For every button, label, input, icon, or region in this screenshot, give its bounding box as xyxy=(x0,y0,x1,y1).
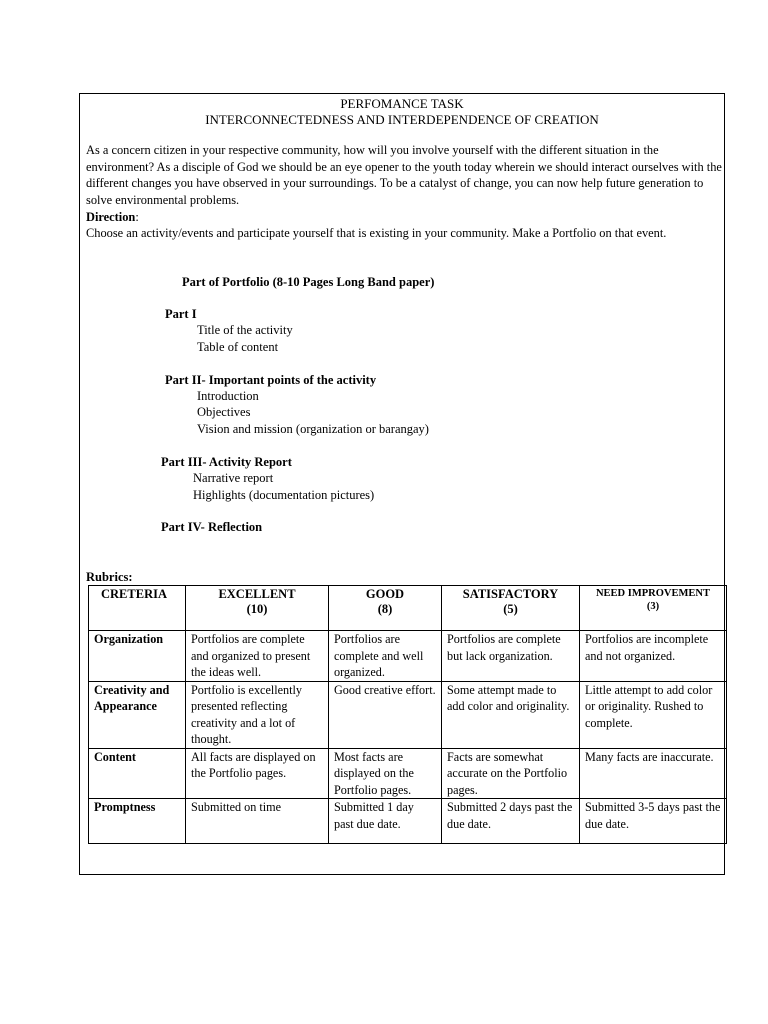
portfolio-heading: Part of Portfolio (8-10 Pages Long Band paper) xyxy=(182,275,435,289)
criteria-cell: Creativity and Appearance xyxy=(89,681,186,748)
part1-title: Part I xyxy=(165,307,197,321)
page-subtitle: INTERCONNECTEDNESS AND INTERDEPENDENCE OF CREATION xyxy=(205,112,599,127)
excellent-cell: Portfolio is excellently presented reflecting creativity and a lot of thought. xyxy=(186,681,329,748)
header-criteria: CRETERIA xyxy=(89,586,186,631)
part1-item: Title of the activity xyxy=(197,323,293,337)
rubrics-label: Rubrics: xyxy=(86,570,133,584)
satisfactory-cell: Some attempt made to add color and originality. xyxy=(442,681,580,748)
table-header-row xyxy=(89,586,727,631)
part2-item: Introduction xyxy=(197,389,259,403)
need-improvement-cell: Many facts are inaccurate. xyxy=(580,748,727,799)
direction-heading xyxy=(86,209,722,226)
part2-title: Part II- Important points of the activity xyxy=(165,373,377,387)
header-satisfactory-label: SATISFACTORY xyxy=(462,587,559,601)
header-need-points: (3) xyxy=(646,601,660,612)
direction-colon: : xyxy=(135,210,139,224)
table-row xyxy=(89,748,727,799)
page-title: PERFOMANCE TASK xyxy=(340,96,464,111)
satisfactory-cell: Portfolios are complete but lack organization. xyxy=(442,631,580,682)
criteria-cell: Content xyxy=(89,748,186,799)
criteria-cell: Promptness xyxy=(89,799,186,844)
table-row xyxy=(89,681,727,748)
excellent-cell: Submitted on time xyxy=(186,799,329,844)
part3-title: Part III- Activity Report xyxy=(161,455,292,469)
header-need-improvement xyxy=(580,586,727,631)
direction-label: Direction xyxy=(86,210,136,224)
part2-item: Objectives xyxy=(197,405,251,419)
table-row xyxy=(89,631,727,682)
part1-item: Table of content xyxy=(197,340,279,354)
satisfactory-cell: Facts are somewhat accurate on the Portfolio pages. xyxy=(442,748,580,799)
good-cell: Good creative effort. xyxy=(329,681,442,748)
good-cell: Submitted 1 day past due date. xyxy=(329,799,442,844)
header-good-points: (8) xyxy=(377,602,393,616)
part3-item: Narrative report xyxy=(193,471,274,485)
satisfactory-cell: Submitted 2 days past the due date. xyxy=(442,799,580,844)
header-excellent-label: EXCELLENT xyxy=(218,587,296,601)
part3-item: Highlights (documentation pictures) xyxy=(193,488,375,502)
part2-item: Vision and mission (organization or barangay) xyxy=(197,422,429,436)
document-frame xyxy=(79,93,725,875)
header-satisfactory-points: (5) xyxy=(503,602,518,616)
good-cell: Most facts are displayed on the Portfolio pages. xyxy=(329,748,442,799)
header-excellent-points: (10) xyxy=(246,602,268,616)
rubrics-table xyxy=(88,585,727,844)
header-good-label: GOOD xyxy=(365,587,405,601)
header-need-label: NEED IMPROVEMENT xyxy=(595,588,711,599)
need-improvement-cell: Portfolios are incomplete and not organized. xyxy=(580,631,727,682)
excellent-cell: Portfolios are complete and organized to present the ideas well. xyxy=(186,631,329,682)
header-excellent xyxy=(186,586,329,631)
need-improvement-cell: Submitted 3-5 days past the due date. xyxy=(580,799,727,844)
good-cell: Portfolios are complete and well organized. xyxy=(329,631,442,682)
part4-title: Part IV- Reflection xyxy=(161,520,263,534)
criteria-cell: Organization xyxy=(89,631,186,682)
header-good xyxy=(329,586,442,631)
intro-paragraph: As a concern citizen in your respective community, how will you involve yourself with the different situation in the environment? As a disciple of God we should be an eye opener to the youth today wherein we should interact ourselves with the different changes you have observed in your surroundings. To be a catalyst of change, you can now help future generation to solve environmental problems. xyxy=(86,143,722,207)
header-satisfactory xyxy=(442,586,580,631)
direction-text: Choose an activity/events and participate yourself that is existing in your community. Make a Portfolio on that event. xyxy=(86,226,667,240)
table-row xyxy=(89,799,727,844)
need-improvement-cell: Little attempt to add color or originality. Rushed to complete. xyxy=(580,681,727,748)
excellent-cell: All facts are displayed on the Portfolio pages. xyxy=(186,748,329,799)
